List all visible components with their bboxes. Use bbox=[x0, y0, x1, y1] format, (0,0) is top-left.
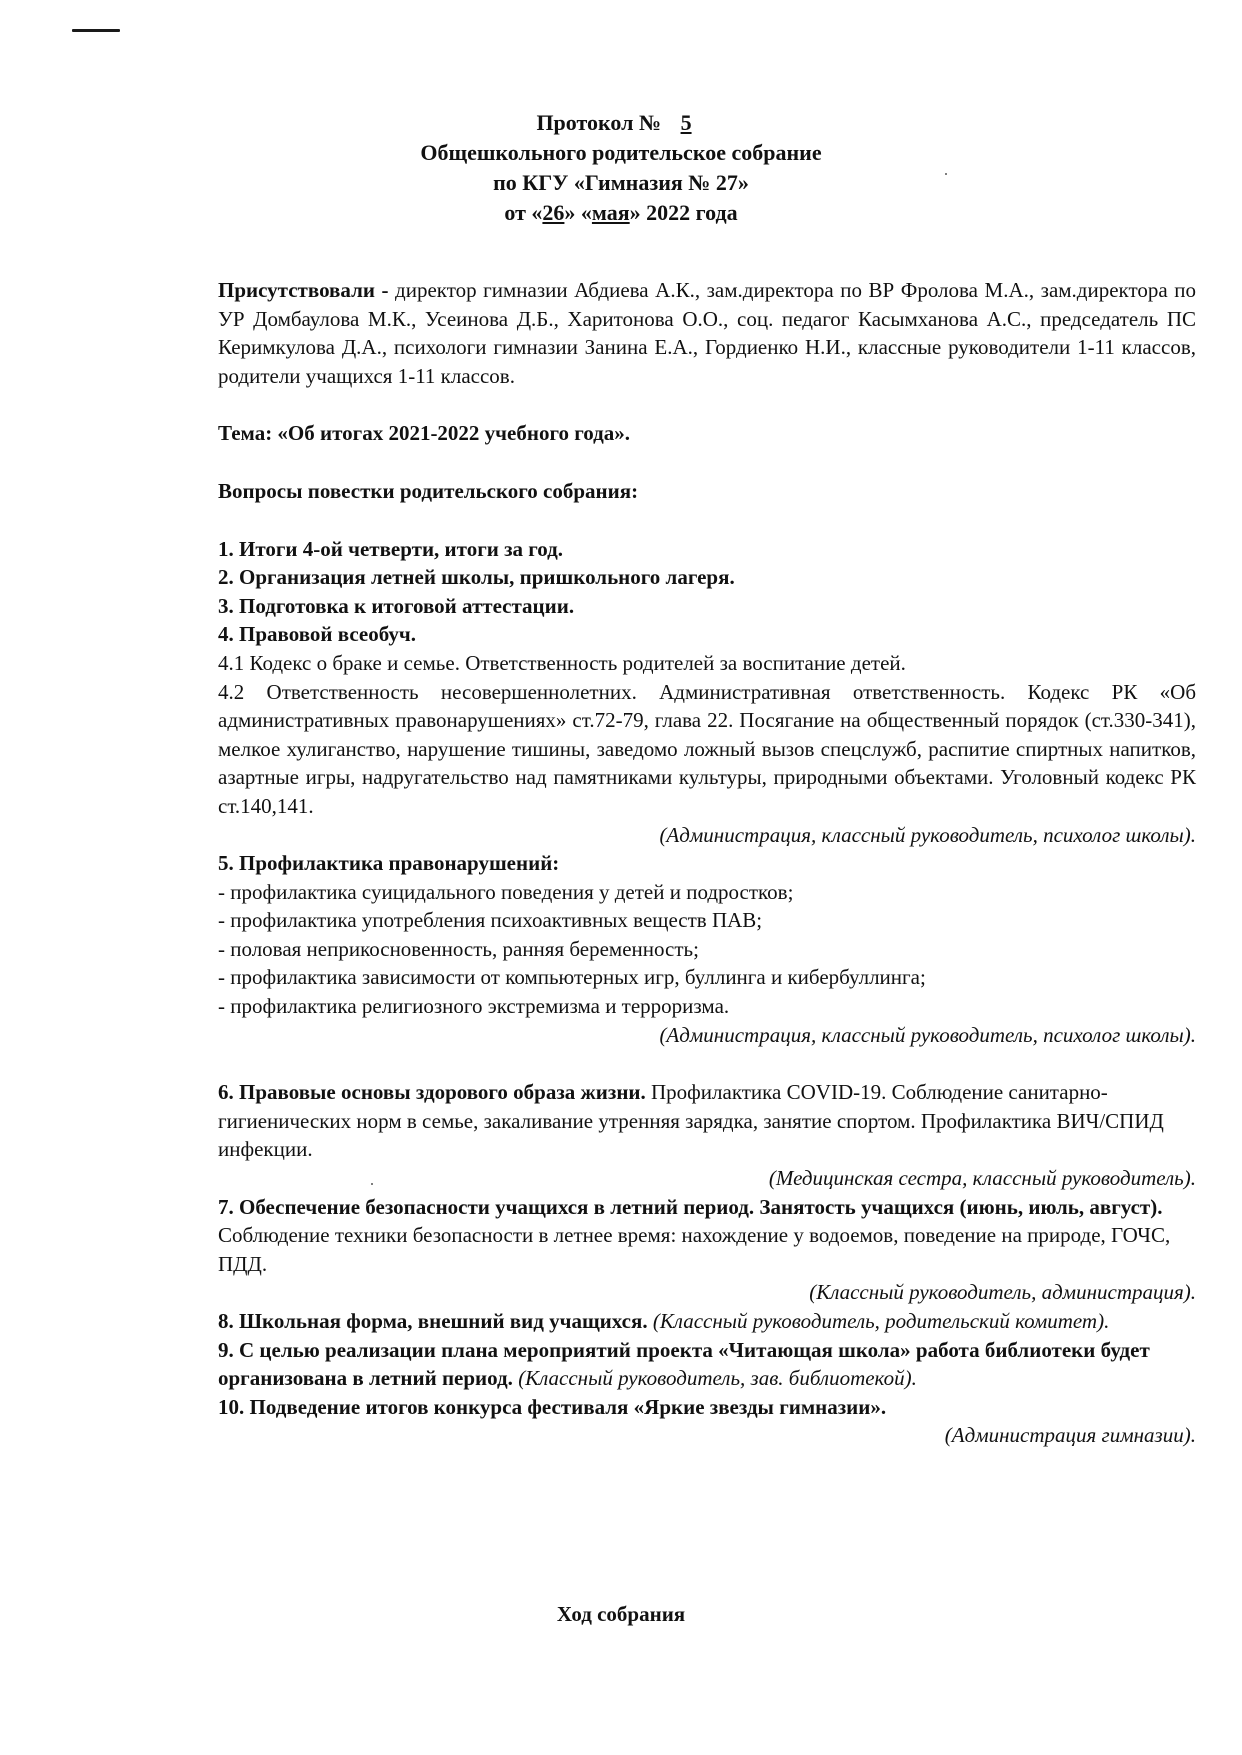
meeting-topic: Тема: «Об итогах 2021-2022 учебного года». bbox=[218, 421, 630, 446]
agenda-item-6: 6. Правовые основы здорового образа жизни. Профилактика COVID-19. Соблюдение санитарно-гигиенических норм в семье, закаливание утренняя зарядка, занятие спортом. Профилактика ВИЧ/СПИД инфекции. bbox=[218, 1080, 1164, 1162]
document-header bbox=[0, 108, 1242, 228]
agenda-item-5: 5. Профилактика правонарушений: bbox=[218, 851, 560, 876]
school-name: по КГУ «Гимназия № 27» bbox=[493, 170, 749, 195]
agenda-item-3: 3. Подготовка к итоговой аттестации. bbox=[218, 593, 575, 618]
agenda-item-4-2: 4.2 Ответственность несовершеннолетних. Административная ответственность. Кодекс РК «Об административных правонарушениях» ст.72-79, глава 22. Посягание на общественный порядок (ст.330-341), мелкое хулиганство, нарушение тишины, заведомо ложный вызов спецслужб, распитие спиртных напитков, азартные игры, надругательство над памятниками культуры, природными объектами. Уголовный кодекс РК ст.140,141. bbox=[218, 679, 1196, 818]
date-day: 26 bbox=[542, 200, 565, 225]
agenda-item-5-bullet: - половая неприкосновенность, ранняя беременность; bbox=[218, 936, 699, 961]
meeting-title: Общешкольного родительское собрание bbox=[420, 140, 822, 165]
attendees-label: Присутствовали - bbox=[218, 278, 389, 302]
agenda-item-10: 10. Подведение итогов конкурса фестиваля «Яркие звезды гимназии». bbox=[218, 1394, 887, 1419]
agenda-item-4: 4. Правовой всеобуч. bbox=[218, 622, 417, 647]
agenda-item-5-bullet: - профилактика зависимости от компьютерных игр, буллинга и кибербуллинга; bbox=[218, 965, 926, 990]
agenda-item-5-bullet: - профилактика суицидального поведения у детей и подростков; bbox=[218, 879, 794, 904]
protocol-title: Протокол № 5 bbox=[0, 108, 1242, 138]
agenda-title: Вопросы повестки родительского собрания: bbox=[218, 478, 639, 503]
agenda-item-7-responsible: (Классный руководитель, администрация). bbox=[809, 1280, 1196, 1305]
date-month: мая bbox=[591, 200, 630, 225]
agenda-item-6-responsible: (Медицинская сестра, классный руководитель). bbox=[768, 1166, 1196, 1191]
document-body bbox=[218, 276, 1196, 1450]
attendees-paragraph bbox=[218, 276, 1196, 390]
agenda-item-9: 9. С целью реализации плана мероприятий проекта «Читающая школа» работа библиотеки будет организована в летний период. (Классный руководитель, зав. библиотекой). bbox=[218, 1337, 1150, 1391]
agenda-item-4-responsible: (Администрация, классный руководитель, психолог школы). bbox=[659, 822, 1196, 847]
agenda-item-2: 2. Организация летней школы, пришкольного лагеря. bbox=[218, 565, 735, 590]
agenda-item-5-responsible: (Администрация, классный руководитель, психолог школы). bbox=[659, 1022, 1196, 1047]
agenda-item-7-text: Соблюдение техники безопасности в летнее время: нахождение у водоемов, поведение на природе, ГОЧС, ПДД. bbox=[218, 1223, 1171, 1276]
agenda-item-10-responsible: (Администрация гимназии). bbox=[944, 1423, 1196, 1448]
attendees-text: директор гимназии Абдиева А.К., зам.директора по ВР Фролова М.А., зам.директора по УР Домбаулова М.К., Усеинова Д.Б., Харитонова О.О., соц. педагог Касымханова А.С., председатель ПС Керимкулова Д.А., психологи гимназии Занина Е.А., Гордиенко Н.И., классные руководители 1-11 классов, родители учащихся 1-11 классов. bbox=[218, 278, 1196, 388]
agenda-item-7: 7. Обеспечение безопасности учащихся в летний период. Занятость учащихся (июнь, июль, август). bbox=[218, 1194, 1163, 1219]
meeting-date: от «26» «мая» 2022 года bbox=[504, 200, 738, 225]
agenda-item-1: 1. Итоги 4-ой четверти, итоги за год. bbox=[218, 536, 564, 561]
proceedings-title: Ход собрания bbox=[556, 1602, 686, 1626]
agenda-item-5-bullet: - профилактика употребления психоактивных веществ ПАВ; bbox=[218, 908, 763, 933]
protocol-number: 5 bbox=[680, 110, 692, 135]
scan-mark bbox=[72, 29, 120, 32]
agenda-item-5-bullet: - профилактика религиозного экстремизма и терроризма. bbox=[218, 994, 730, 1019]
agenda-item-4-1: 4.1 Кодекс о браке и семье. Ответственность родителей за воспитание детей. bbox=[218, 650, 906, 675]
agenda-item-8: 8. Школьная форма, внешний вид учащихся. (Классный руководитель, родительский комитет). bbox=[218, 1309, 1110, 1333]
